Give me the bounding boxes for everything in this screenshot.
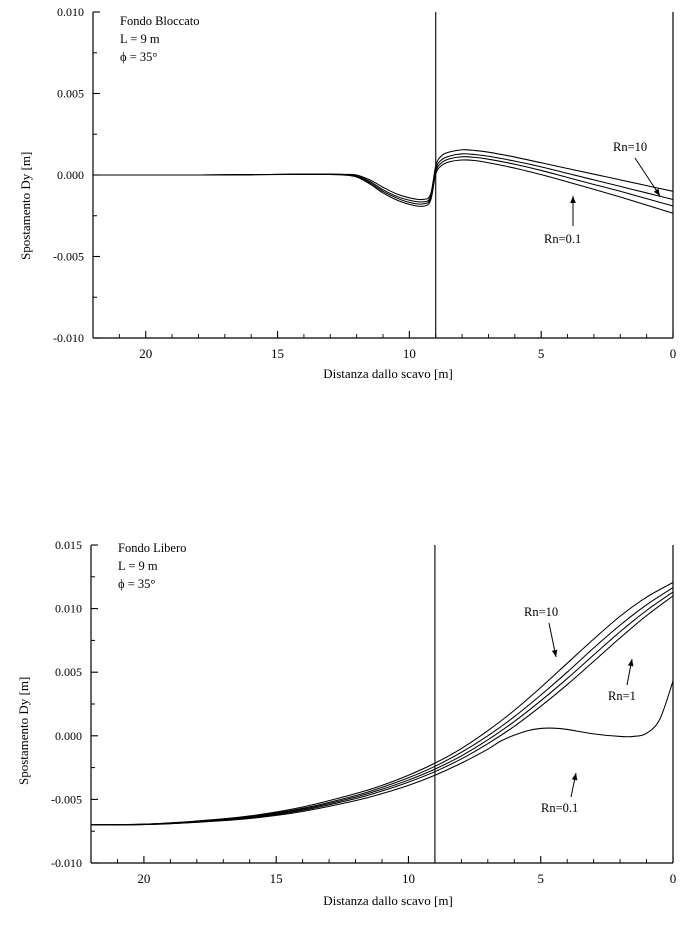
note-line-title: Fondo Libero [118,541,187,555]
x-tick-label: 15 [271,346,285,361]
series-line [93,160,673,213]
x-tick-label: 10 [401,871,415,886]
x-tick-label: 5 [537,346,545,361]
y-tick-label: 0.010 [57,5,84,19]
x-tick-label: 0 [669,346,677,361]
chart-bottom-canvas [0,525,684,931]
series-line [93,157,673,206]
note-line-length: L = 9 m [118,559,158,573]
series-line [91,592,673,825]
chart-top-canvas [0,0,684,420]
series-line [93,154,673,202]
note-line-length: L = 9 m [120,32,160,46]
series-line [91,681,673,825]
annotation-rn01-top: Rn=0.1 [544,232,582,246]
chart-top-notes [120,12,200,66]
note-line-phi: ϕ = 35° [120,50,158,64]
annotation-rn10-bottom: Rn=10 [524,605,559,619]
note-line-phi: ϕ = 35° [118,577,156,591]
y-tick-label: 0.000 [55,728,82,743]
y-tick-label: -0.010 [51,856,82,870]
chart-fondo-bloccato [0,0,684,420]
chart-bottom-notes [118,539,186,593]
y-tick-label: -0.005 [51,792,82,807]
x-axis-title-top: Distanza dallo scavo [m] [323,366,453,381]
x-tick-label: 10 [402,346,416,361]
x-tick-label: 5 [537,871,544,886]
y-axis-title-top: Spostamento Dy [m] [18,151,33,260]
note-line-title: Fondo Bloccato [120,14,200,28]
y-tick-label: 0.000 [57,168,84,182]
annotation-rn01-bottom: Rn=0.1 [541,801,579,815]
y-tick-label: -0.010 [53,331,84,345]
series-line [91,583,673,825]
y-tick-label: -0.005 [53,249,84,264]
y-tick-label: 0.005 [57,86,84,101]
x-tick-label: 20 [139,346,153,361]
x-tick-label: 15 [269,871,283,886]
x-tick-label: 0 [669,871,677,886]
y-tick-label: 0.010 [55,601,82,616]
y-tick-label: 0.015 [55,538,82,552]
annotation-rn1-bottom: Rn=1 [608,689,636,703]
y-tick-label: 0.005 [55,665,82,680]
series-line [91,596,673,825]
x-tick-label: 20 [137,871,151,886]
chart-fondo-libero [0,525,684,931]
annotation-rn10-top: Rn=10 [613,140,648,154]
x-axis-title-bottom: Distanza dallo scavo [m] [323,893,453,908]
y-axis-title-bottom: Spostamento Dy [m] [16,676,31,785]
